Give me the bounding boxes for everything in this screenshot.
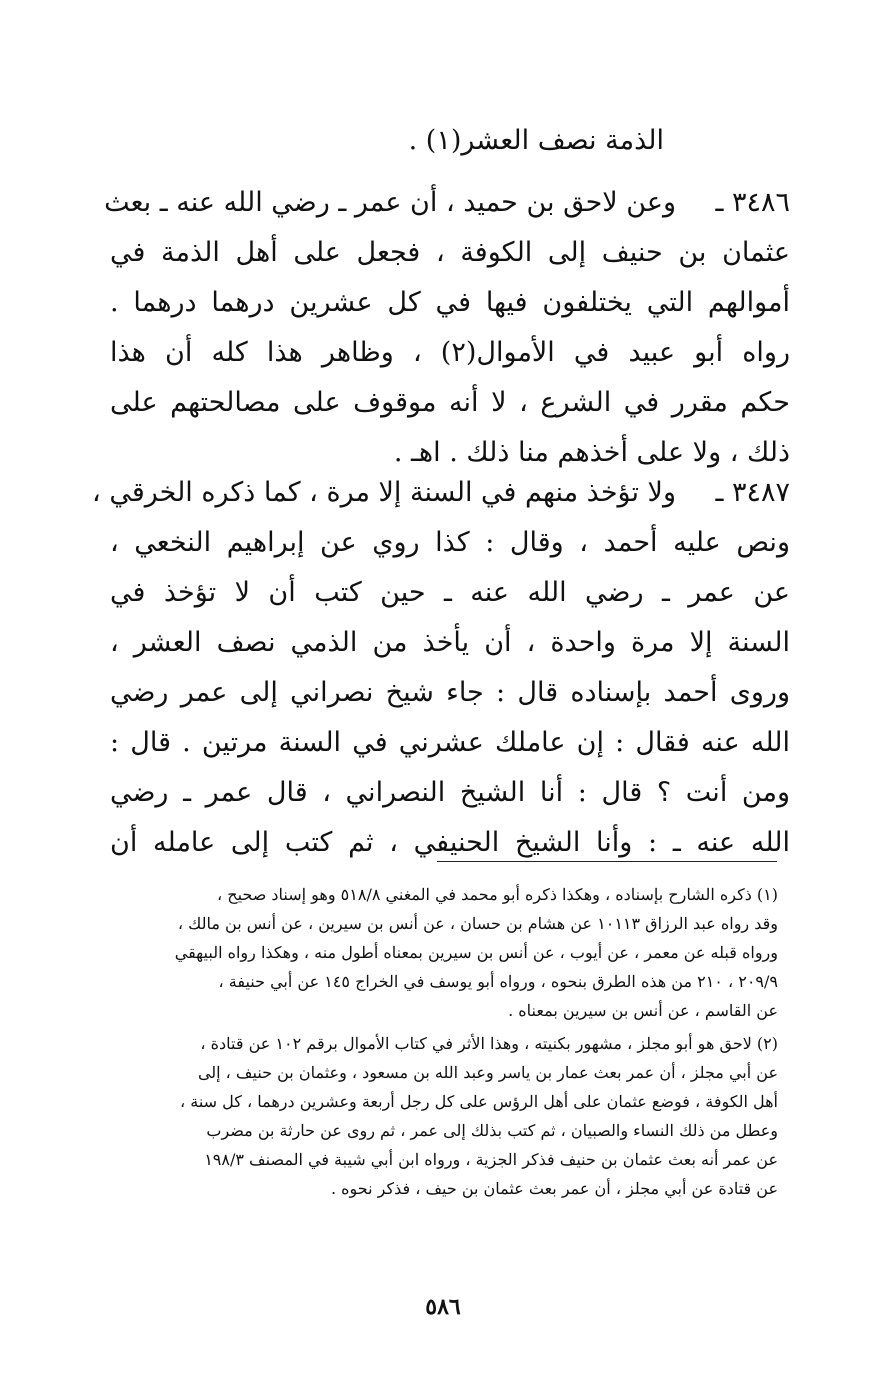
footnote-line: ورواه قبله عن معمر ، عن أيوب ، عن أنس بن سيرين بمعناه أطول منه ، وهكذا رواه البيهقي (174, 943, 778, 962)
text-line: حكم مقرر في الشرع ، لا أنه موقوف على مصالحتهم على (110, 387, 790, 418)
text-line: عثمان بن حنيف إلى الكوفة ، فجعل على أهل الذمة في (110, 237, 790, 268)
footnotes (98, 880, 778, 1203)
footnote-line: ٢٠٩/٩ ، ٢١٠ من هذه الطرق بنحوه ، ورواه أبو يوسف في الخراج ١٤٥ عن أبي حنيفة ، (218, 972, 778, 991)
text-line: ولا تؤخذ منهم في السنة إلا مرة ، كما ذكره الخرقي ، (92, 477, 676, 508)
text-line: السنة إلا مرة واحدة ، أن يأخذ من الذمي نصف العشر ، (110, 627, 790, 658)
entry-3486 (104, 178, 790, 478)
footnote-line: (٢) لاحق هو أبو مجلز ، مشهور بكنيته ، وهذا الأثر في كتاب الأموال برقم ١٠٢ عن قتادة ، (200, 1034, 778, 1053)
text-line: رواه أبو عبيد في الأموال(٢) ، وظاهر هذا كله أن هذا (110, 337, 790, 368)
text-line: وعن لاحق بن حميد ، أن عمر ـ رضي الله عنه ـ بعث (104, 187, 676, 218)
page-number: ٥٨٦ (425, 1294, 461, 1320)
footnote-line: أهل الكوفة ، فوضع عثمان على أهل الرؤس على كل رجل أربعة وعشرين درهما ، كل سنة ، (180, 1092, 778, 1111)
entry-number: ٣٤٨٧ ـ (715, 477, 790, 508)
entry-number: ٣٤٨٦ ـ (715, 187, 790, 218)
footnote-line: عن قتادة عن أبي مجلز ، أن عمر بعث عثمان بن حيف ، فذكر نحوه . (330, 1179, 778, 1198)
footnote-separator (437, 861, 777, 862)
footnote-line: عن عمر أنه بعث عثمان بن حنيف فذكر الجزية ، ورواه ابن أبي شيبة في المصنف ١٩٨/٣ (204, 1150, 778, 1169)
footnote-2 (98, 1029, 778, 1203)
text-line: أموالهم التي يختلفون فيها في كل عشرين درهما درهما . (110, 287, 790, 318)
text-line: عن عمر ـ رضي الله عنه ـ حين كتب أن لا تؤخذ في (110, 577, 790, 608)
footnote-1 (98, 880, 778, 1025)
text-line: الله عنه ـ : وأنا الشيخ الحنيفي ، ثم كتب إلى عامله أن (110, 827, 790, 858)
footnote-line: (١) ذكره الشارح بإسناده ، وهكذا ذكره أبو محمد في المغني ٥١٨/٨ وهو إسناد صحيح ، (216, 885, 778, 904)
footnote-line: وعطل من ذلك النساء والصبيان ، ثم كتب بذلك إلى عمر ، ثم روى عن حارثة بن مضرب (206, 1121, 778, 1140)
footnote-line: وقد رواه عبد الرزاق ١٠١١٣ عن هشام بن حسان ، عن أنس بن سيرين ، عن أنس بن مالك ، (177, 914, 778, 933)
entry-3487 (92, 468, 790, 868)
footnote-line: عن القاسم ، عن أنس بن سيرين بمعناه . (508, 1001, 778, 1020)
text-line: ومن أنت ؟ قال : أنا الشيخ النصراني ، قال عمر ـ رضي (110, 777, 790, 808)
text-line: ذلك ، ولا على أخذهم منا ذلك . اهـ . (393, 437, 790, 468)
footnote-line: عن أبي مجلز ، أن عمر بعث عمار بن ياسر وعبد الله بن مسعود ، وعثمان بن حنيف ، إلى (197, 1063, 778, 1082)
text-line: الله عنه فقال : إن عاملك عشرني في السنة مرتين . قال : (110, 727, 790, 758)
text-line: وروى أحمد بإسناده قال : جاء شيخ نصراني إلى عمر رضي (110, 677, 790, 708)
text-line: ونص عليه أحمد ، وقال : كذا روي عن إبراهيم النخعي ، (110, 527, 790, 558)
opening-line: الذمة نصف العشر(١) . (408, 125, 664, 156)
